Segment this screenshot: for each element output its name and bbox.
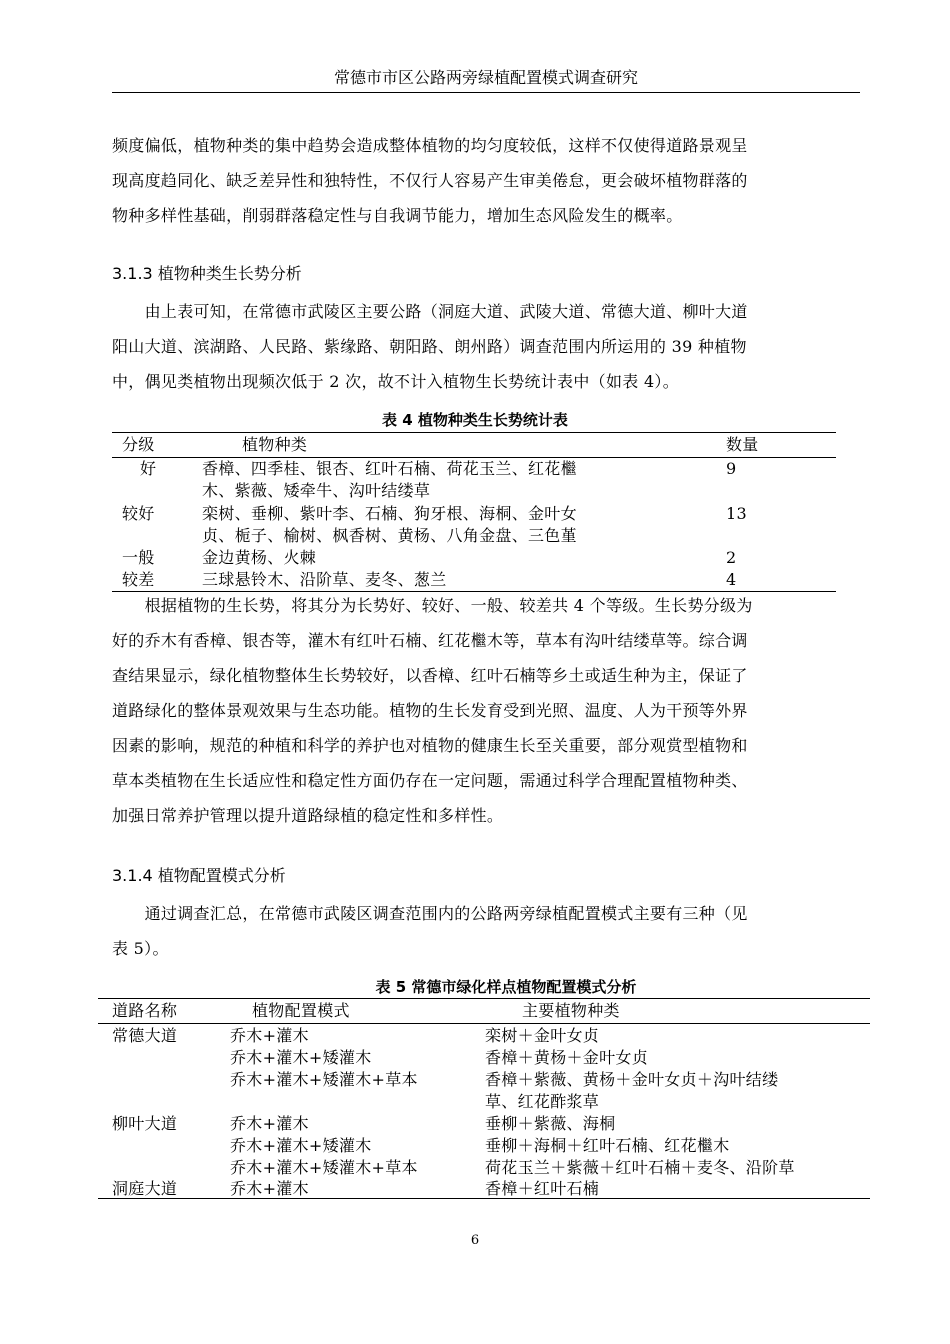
text-line: 根据植物的生长势，将其分为长势好、较好、一般、较差共 4 个等级。生长势分级为 bbox=[112, 596, 753, 615]
plants-cell: 香樟＋黄杨＋金叶女贞 bbox=[485, 1048, 649, 1067]
text-line: 通过调查汇总，在常德市武陵区调查范围内的公路两旁绿植配置模式主要有三种（见 bbox=[112, 904, 748, 923]
table5-caption: 表 5 常德市绿化样点植物配置模式分析 bbox=[375, 978, 637, 996]
plants-cell: 垂柳＋海桐＋红叶石楠、红花檵木 bbox=[485, 1136, 730, 1155]
table5-header-road: 道路名称 bbox=[112, 1001, 178, 1020]
page-number: 6 bbox=[470, 1233, 480, 1248]
table4-header-count: 数量 bbox=[726, 435, 759, 454]
table4-header-species: 植物种类 bbox=[242, 435, 308, 454]
table5-bottom-rule bbox=[98, 1198, 870, 1199]
running-header: 常德市市区公路两旁绿植配置模式调查研究 bbox=[333, 68, 638, 87]
grade-cell: 一般 bbox=[122, 548, 155, 567]
text-line: 查结果显示，绿化植物整体生长势较好，以香樟、红叶石楠等乡土或适生种为主，保证了 bbox=[112, 666, 748, 685]
plants-cell: 栾树＋金叶女贞 bbox=[485, 1026, 600, 1045]
grade-cell: 较差 bbox=[122, 570, 155, 589]
section-heading-3-1-3: 3.1.3 植物种类生长势分析 bbox=[112, 264, 302, 283]
species-cell: 香樟、四季桂、银杏、红叶石楠、荷花玉兰、红花檵 bbox=[202, 459, 577, 478]
table4-top-rule bbox=[112, 432, 836, 433]
text-line: 由上表可知，在常德市武陵区主要公路（洞庭大道、武陵大道、常德大道、柳叶大道 bbox=[112, 302, 748, 321]
text-line: 道路绿化的整体景观效果与生态功能。植物的生长发育受到光照、温度、人为干预等外界 bbox=[112, 701, 748, 720]
paragraph-growth-analysis bbox=[112, 588, 860, 833]
text-line: 表 5）。 bbox=[112, 939, 169, 958]
table4-caption: 表 4 植物种类生长势统计表 bbox=[382, 411, 568, 429]
road-cell: 常德大道 bbox=[112, 1026, 178, 1045]
species-cell: 木、紫薇、矮牵牛、沟叶结缕草 bbox=[202, 481, 431, 500]
paragraph-table4-intro bbox=[112, 294, 860, 399]
mode-cell: 乔木+灌木 bbox=[230, 1026, 309, 1045]
text-line: 好的乔木有香樟、银杏等，灌木有红叶石楠、红花檵木等，草本有沟叶结缕草等。综合调 bbox=[112, 631, 748, 650]
table5-header-mode: 植物配置模式 bbox=[252, 1001, 350, 1020]
count-cell: 4 bbox=[726, 570, 737, 589]
species-cell: 金边黄杨、火棘 bbox=[202, 548, 317, 567]
grade-cell: 较好 bbox=[122, 504, 155, 523]
text-line: 草本类植物在生长适应性和稳定性方面仍存在一定问题，需通过科学合理配置植物种类、 bbox=[112, 771, 748, 790]
text-line: 因素的影响，规范的种植和科学的养护也对植物的健康生长至关重要，部分观赏型植物和 bbox=[112, 736, 748, 755]
paragraph-intro bbox=[112, 128, 860, 233]
plants-cell: 香樟＋红叶石楠 bbox=[485, 1179, 600, 1198]
text-line: 现高度趋同化、缺乏差异性和独特性，不仅行人容易产生审美倦怠，更会破坏植物群落的 bbox=[112, 171, 748, 190]
plants-cell: 香樟＋紫薇、黄杨＋金叶女贞＋沟叶结缕 bbox=[485, 1070, 779, 1089]
species-cell: 栾树、垂柳、紫叶李、石楠、狗牙根、海桐、金叶女 bbox=[202, 504, 577, 523]
species-cell: 三球悬铃木、沿阶草、麦冬、葱兰 bbox=[202, 570, 447, 589]
road-cell: 洞庭大道 bbox=[112, 1179, 178, 1198]
table5-header-plants: 主要植物种类 bbox=[522, 1001, 620, 1020]
plants-cell: 草、红花酢浆草 bbox=[485, 1092, 600, 1111]
text-line: 阳山大道、滨湖路、人民路、紫缘路、朝阳路、朗州路）调查范围内所运用的 39 种植物 bbox=[112, 337, 747, 356]
count-cell: 13 bbox=[726, 504, 747, 523]
paragraph-table5-intro bbox=[112, 896, 860, 966]
text-line: 加强日常养护管理以提升道路绿植的稳定性和多样性。 bbox=[112, 806, 504, 825]
mode-cell: 乔木+灌木+矮灌木+草本 bbox=[230, 1070, 418, 1089]
mode-cell: 乔木+灌木+矮灌木+草本 bbox=[230, 1158, 418, 1177]
mode-cell: 乔木+灌木+矮灌木 bbox=[230, 1136, 372, 1155]
section-heading-3-1-4: 3.1.4 植物配置模式分析 bbox=[112, 866, 286, 885]
species-cell: 贞、栀子、榆树、枫香树、黄杨、八角金盘、三色堇 bbox=[202, 526, 577, 545]
mode-cell: 乔木+灌木 bbox=[230, 1114, 309, 1133]
text-line: 中，偶见类植物出现频次低于 2 次，故不计入植物生长势统计表中（如表 4）。 bbox=[112, 372, 680, 391]
plants-cell: 垂柳＋紫薇、海桐 bbox=[485, 1114, 616, 1133]
table4-header-grade: 分级 bbox=[122, 435, 155, 454]
mode-cell: 乔木+灌木 bbox=[230, 1179, 309, 1198]
table5-header-rule bbox=[98, 1023, 870, 1024]
road-cell: 柳叶大道 bbox=[112, 1114, 178, 1133]
plants-cell: 荷花玉兰＋紫薇＋红叶石楠＋麦冬、沿阶草 bbox=[485, 1158, 795, 1177]
grade-cell: 好 bbox=[140, 459, 157, 478]
header-rule bbox=[112, 92, 860, 93]
text-line: 物种多样性基础，削弱群落稳定性与自我调节能力，增加生态风险发生的概率。 bbox=[112, 206, 683, 225]
count-cell: 9 bbox=[726, 459, 737, 478]
table5-top-rule bbox=[98, 998, 870, 999]
count-cell: 2 bbox=[726, 548, 737, 567]
mode-cell: 乔木+灌木+矮灌木 bbox=[230, 1048, 372, 1067]
text-line: 频度偏低，植物种类的集中趋势会造成整体植物的均匀度较低，这样不仅使得道路景观呈 bbox=[112, 136, 748, 155]
